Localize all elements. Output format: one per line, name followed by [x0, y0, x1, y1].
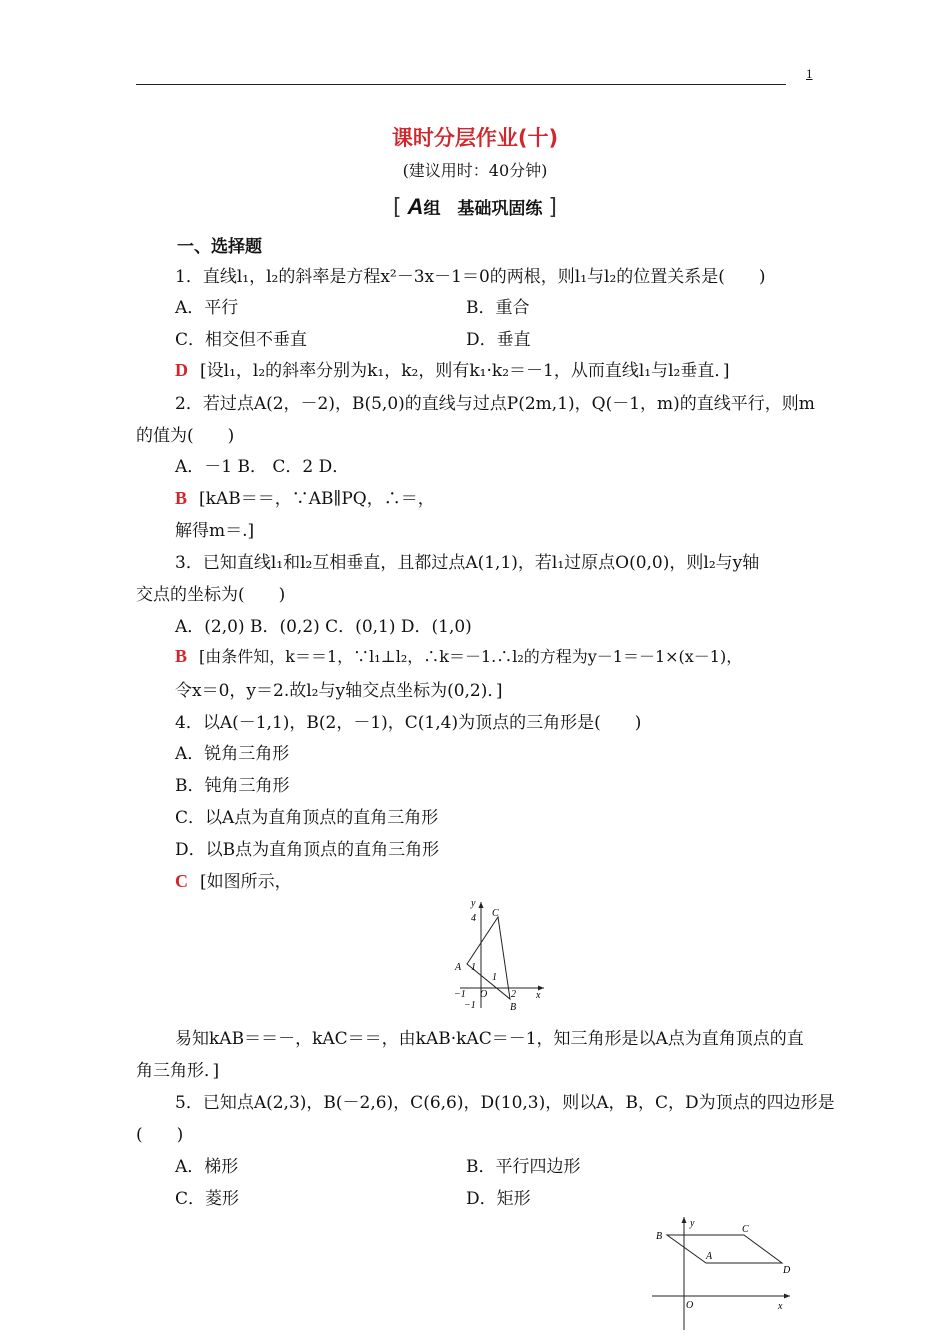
q3-stem: 3．已知直线l₁和l₂互相垂直，且都过点A(1,1)，若l₁过原点O(0,0)，则l₂与y轴	[175, 553, 760, 573]
q1-answer-line	[175, 356, 729, 381]
q4-option-c: C．以A点为直角顶点的直角三角形	[175, 808, 439, 828]
fig1-label-o: O	[480, 989, 488, 1000]
group-close-bracket: ]	[548, 195, 557, 220]
q4-explanation-intro: [如图所示，	[200, 872, 292, 892]
fig1-label-a: A	[455, 962, 462, 973]
group-open-bracket: [	[393, 195, 402, 220]
q5-option-a: A．梯形	[175, 1157, 239, 1177]
fig1-triangle	[467, 917, 510, 999]
q5-stem: 5．已知点A(2,3)，B(－2,6)，C(6,6)，D(10,3)，则以A，B，C，D为顶点的四边形是	[175, 1093, 835, 1113]
quadrilateral-figure	[650, 1212, 800, 1340]
q1-explanation: [设l₁，l₂的斜率分别为k₁，k₂，则有k₁·k₂＝－1，从而直线l₁与l₂垂直．]	[200, 361, 730, 381]
q1-option-b: B．重合	[466, 298, 530, 318]
fig2-label-c: C	[742, 1224, 749, 1235]
fig1-label-c: C	[492, 908, 499, 919]
q3-explanation: [由条件知，k＝＝1，∵l₁⊥l₂，∴k＝－1.∴l₂的方程为y－1＝－1×(x－1)，	[199, 647, 743, 666]
q5-option-b: B．平行四边形	[466, 1157, 581, 1177]
q5-option-d: D．矩形	[466, 1189, 531, 1209]
q2-stem-cont: 的值为( )	[136, 426, 235, 446]
fig2-label-x: x	[778, 1301, 783, 1312]
fig1-label-y: y	[471, 898, 476, 909]
group-letter: A	[407, 194, 424, 219]
group-label: 组 基础巩固练	[423, 199, 543, 219]
fig1-label-b: B	[510, 1002, 517, 1013]
fig1-tick-minus1x: −1	[454, 989, 466, 1000]
q4-answer-line	[175, 867, 292, 892]
fig1-label-x: x	[536, 990, 541, 1001]
group-heading	[0, 194, 950, 220]
q2-explanation: [kAB＝＝，∵AB∥PQ，∴＝，	[199, 489, 435, 509]
fig2-label-d: D	[783, 1265, 791, 1276]
q4-option-d: D．以B点为直角顶点的直角三角形	[175, 840, 440, 860]
q2-explanation-cont: 解得m＝.]	[175, 521, 255, 541]
fig2-label-y: y	[690, 1218, 695, 1229]
q2-stem: 2．若过点A(2，－2)，B(5,0)的直线与过点P(2m,1)，Q(－1，m)的直线平行，则m	[175, 394, 815, 414]
q4-stem: 4．以A(－1,1)，B(2，－1)，C(1,4)为顶点的三角形是( )	[175, 713, 642, 733]
page-number: 1	[806, 66, 813, 81]
q3-options: A．(2,0) B．(0,2) C．(0,1) D．(1,0)	[175, 617, 472, 637]
q4-explanation-cont: 角三角形．]	[136, 1061, 220, 1081]
q2-options: A．－1 B． C．2 D．	[175, 457, 350, 477]
q1-option-c: C．相交但不垂直	[175, 330, 308, 350]
q1-option-a: A．平行	[175, 298, 239, 318]
fig1-tick-4: 4	[471, 913, 476, 924]
fig2-y-arrow	[682, 1217, 687, 1223]
fig1-y-arrow	[479, 902, 484, 908]
q1-answer: D	[175, 360, 188, 380]
fig2-label-a: A	[706, 1251, 713, 1262]
q4-option-a: A．锐角三角形	[175, 744, 290, 764]
fig1-tick-1x: 1	[492, 972, 497, 983]
fig2-label-o: O	[686, 1300, 694, 1311]
q3-explanation-cont: 令x＝0，y＝2.故l₂与y轴交点坐标为(0,2)．]	[175, 681, 503, 701]
q3-answer: B	[175, 646, 188, 666]
section-heading: 一、选择题	[177, 237, 262, 257]
q3-stem-cont: 交点的坐标为( )	[136, 585, 286, 605]
q5-stem-cont: ( )	[136, 1125, 184, 1145]
fig1-tick-minus1y: −1	[464, 1000, 476, 1011]
q2-answer-line	[175, 484, 435, 509]
q5-option-c: C．菱形	[175, 1189, 240, 1209]
q1-stem: 1．直线l₁，l₂的斜率是方程x²－3x－1＝0的两根，则l₁与l₂的位置关系是( )	[175, 267, 766, 287]
q2-answer: B	[175, 488, 188, 508]
page-title: 课时分层作业(十)	[391, 126, 559, 150]
fig1-tick-2: 2	[511, 989, 516, 1000]
fig2-label-b: B	[656, 1231, 663, 1242]
header-rule	[136, 84, 786, 85]
fig1-tick-1y: 1	[471, 962, 476, 973]
q4-option-b: B．钝角三角形	[175, 776, 290, 796]
q1-option-d: D．垂直	[466, 330, 531, 350]
q3-answer-line	[175, 644, 742, 667]
triangle-figure	[440, 896, 550, 1016]
fig2-x-arrow	[784, 1294, 790, 1299]
time-suggestion: (建议用时：40分钟)	[402, 161, 548, 180]
q4-answer: C	[175, 871, 188, 891]
q4-explanation: 易知kAB＝＝－，kAC＝＝，由kAB·kAC＝－1，知三角形是以A点为直角顶点的直	[175, 1029, 804, 1049]
